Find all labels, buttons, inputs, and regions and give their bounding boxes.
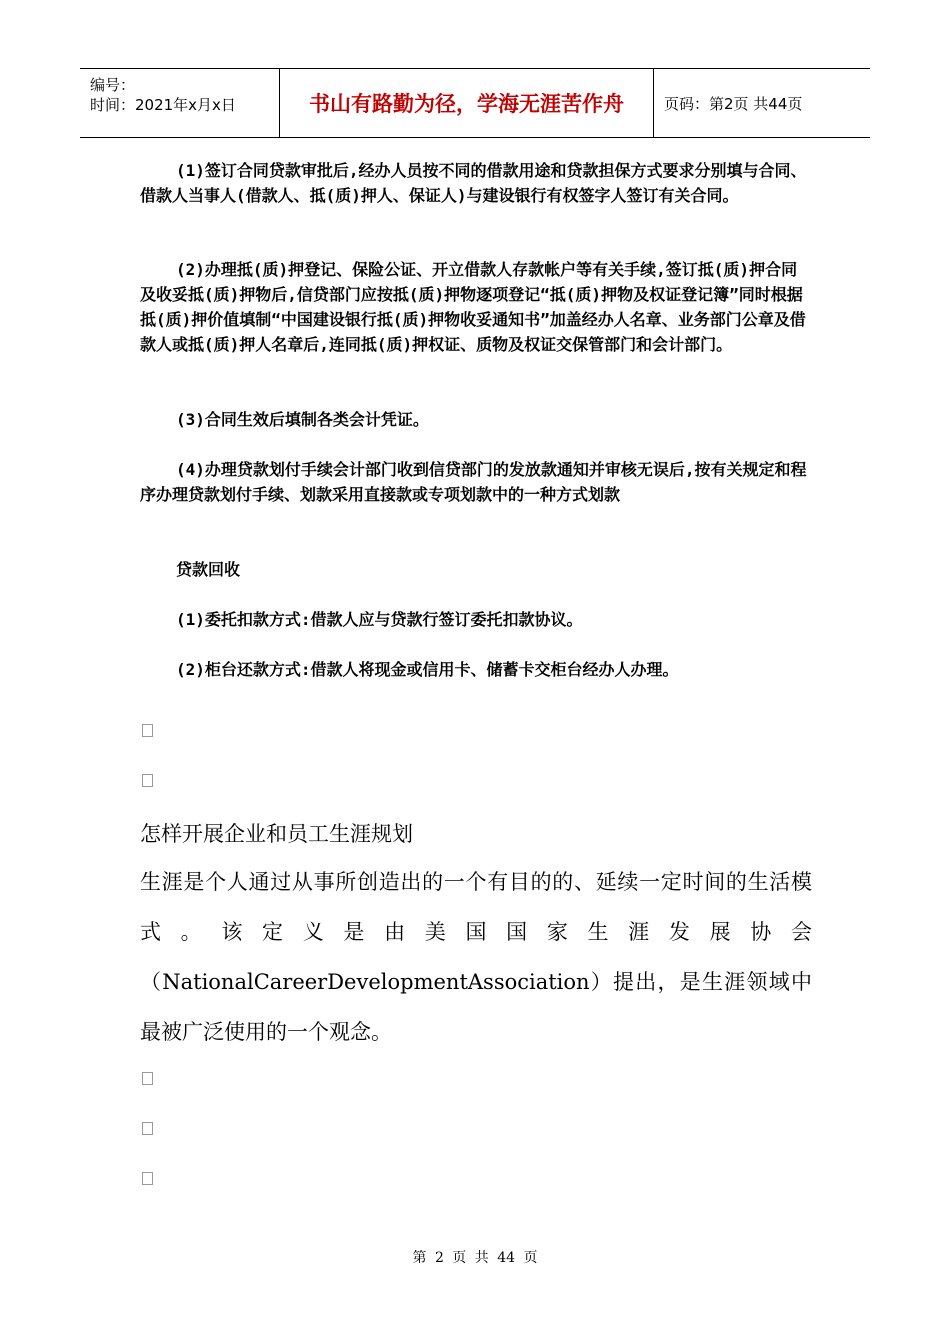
missing-glyph-icon (142, 1122, 153, 1135)
header-page-info: 页码：第2页 共44页 (664, 94, 803, 113)
paragraph-4: (4)办理贷款划付手续会计部门收到信贷部门的发放款通知并审核无误后,按有关规定和程序办理贷款划付手续、划款采用直接款或专项划款中的一种方式划款 (140, 460, 807, 504)
missing-glyph-icon (142, 724, 153, 737)
paragraph-1: (1)签订合同贷款审批后,经办人员按不同的借款用途和贷款担保方式要求分别填与合同、借款人当事人(借款人、抵(质)押人、保证人)与建设银行有权签字人签订有关合同。 (140, 161, 807, 205)
header-motto: 书山有路勤为径，学海无涯苦作舟 (280, 69, 654, 137)
paragraph-5: 贷款回收 (176, 560, 241, 579)
document-number-label: 编号： (90, 76, 136, 94)
section-title: 怎样开展企业和员工生涯规划 (140, 822, 413, 846)
page-footer: 第 2 页 共 44 页 (412, 1250, 538, 1266)
paragraph-3: (3)合同生效后填制各类会计凭证。 (176, 410, 429, 429)
paragraph-7: (2)柜台还款方式:借款人将现金或信用卡、储蓄卡交柜台经办人办理。 (176, 660, 679, 679)
paragraph-8: 生涯是个人通过从事所创造出的一个有目的的、延续一定时间的生活模式。该定义是由美国国家生涯发展协会（NationalCareerDevelopmentAssociation）提出，是生涯领域中最被广泛使用的一个观念。 (140, 870, 812, 1044)
page-header (80, 68, 870, 138)
missing-glyph-icon (142, 1072, 153, 1085)
missing-glyph-icon (142, 774, 153, 787)
missing-glyph-icon (142, 1172, 153, 1185)
paragraph-2: (2)办理抵(质)押登记、保险公证、开立借款人存款帐户等有关手续,签订抵(质)押合同及收妥抵(质)押物后,信贷部门应按抵(质)押物逐项登记“抵(质)押物及权证登记簿”同时根据抵(质)押价值填制“中国建设银行抵(质)押物收妥通知书”加盖经办人名章、业务部门公章及借款人或抵(质)押人名章后,连同抵(质)押权证、质物及权证交保管部门和会计部门。 (140, 260, 806, 354)
paragraph-6: (1)委托扣款方式:借款人应与贷款行签订委托扣款协议。 (176, 610, 583, 629)
header-meta (80, 69, 280, 137)
document-date: 时间：2021年x月x日 (90, 96, 236, 114)
